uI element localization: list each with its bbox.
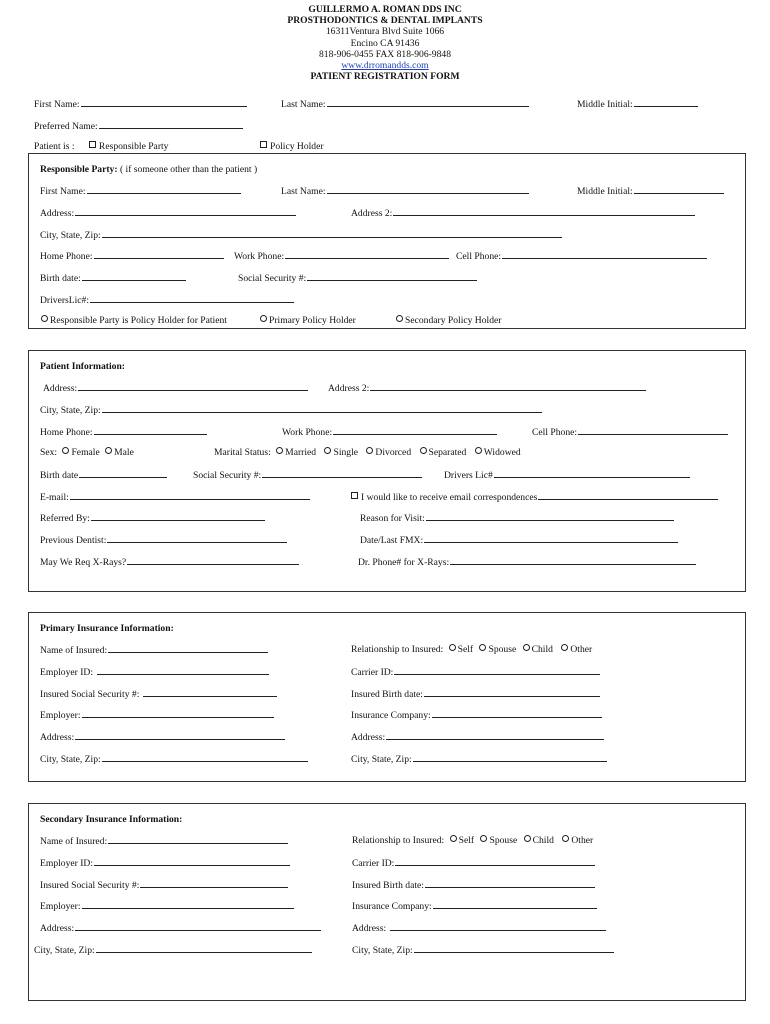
- pri-spouse-label: Spouse: [488, 644, 517, 655]
- pt-home-phone-label: Home Phone:: [40, 427, 93, 438]
- sec-self-radio[interactable]: [450, 835, 457, 842]
- male-radio[interactable]: [105, 447, 112, 454]
- pri-other-label: Other: [570, 644, 593, 655]
- pri-name-insured-label: Name of Insured:: [40, 645, 108, 656]
- pri-address-label: Address:: [40, 732, 75, 743]
- pt-sex-label: Sex:: [40, 447, 58, 458]
- last-name-field[interactable]: [281, 98, 529, 111]
- rp-first-name-label: First Name:: [40, 186, 86, 197]
- sec-city-state-zip-field[interactable]: [34, 944, 312, 957]
- pt-email-field[interactable]: [40, 491, 310, 504]
- pt-cell-phone-label: Cell Phone:: [532, 427, 578, 438]
- sec-other-label: Other: [571, 835, 594, 846]
- pri-carrier-address-label: Address:: [351, 732, 386, 743]
- rp-address2-field[interactable]: [351, 207, 695, 220]
- pt-address-field[interactable]: [43, 382, 308, 395]
- sec-employer-id-label: Employer ID:: [40, 858, 94, 869]
- sec-other-radio[interactable]: [562, 835, 569, 842]
- policy-holder-option: [256, 141, 324, 153]
- responsible-party-subtitle: ( if someone other than the patient ): [119, 164, 258, 175]
- pt-xrays-label: May We Req X-Rays?: [40, 557, 127, 568]
- female-radio[interactable]: [62, 447, 69, 454]
- pri-relationship-label: Relationship to Insured:: [351, 644, 444, 655]
- male-label: Male: [114, 447, 134, 458]
- pt-referred-by-field[interactable]: [40, 512, 265, 525]
- sec-carrier-city-label: City, State, Zip:: [352, 945, 413, 956]
- rp-cell-phone-label: Cell Phone:: [456, 251, 502, 262]
- rp-drivers-lic-field[interactable]: [40, 294, 294, 307]
- married-label: Married: [285, 447, 317, 458]
- sec-name-insured-field[interactable]: [40, 835, 288, 848]
- pt-birth-date-field[interactable]: [40, 469, 167, 482]
- patient-information-title: Patient Information:: [40, 361, 125, 372]
- pri-insurance-company-label: Insurance Company:: [351, 710, 431, 721]
- sec-insured-birth-label: Insured Birth date:: [352, 880, 424, 891]
- sec-insurance-company-label: Insurance Company:: [352, 901, 432, 912]
- pri-insured-ssn-label: Insured Social Security #:: [40, 689, 140, 700]
- divorced-label: Divorced: [375, 447, 412, 458]
- pri-insured-birth-label: Insured Birth date:: [351, 689, 423, 700]
- primary-insurance-title: Primary Insurance Information:: [40, 623, 174, 634]
- rp-primary-holder-label: Primary Policy Holder: [269, 315, 356, 326]
- last-name-label: Last Name:: [281, 99, 326, 110]
- pri-carrier-address-field[interactable]: [351, 731, 604, 744]
- pt-address-label: Address:: [43, 383, 78, 394]
- preferred-name-label: Preferred Name:: [34, 121, 98, 132]
- sec-address-label: Address:: [40, 923, 75, 934]
- middle-initial-label: Middle Initial:: [577, 99, 633, 110]
- form-header: [0, 4, 770, 82]
- middle-initial-field[interactable]: [577, 98, 698, 111]
- sec-child-radio[interactable]: [524, 835, 531, 842]
- pt-drivers-lic-label: Drivers Lic#: [444, 470, 493, 481]
- rp-cell-phone-field[interactable]: [456, 250, 707, 263]
- pt-address2-field[interactable]: [328, 382, 646, 395]
- rp-first-name-field[interactable]: [40, 185, 241, 198]
- rp-secondary-holder-radio[interactable]: [396, 315, 403, 322]
- pri-insured-ssn-field[interactable]: [40, 688, 277, 701]
- sec-insured-ssn-field[interactable]: [40, 879, 288, 892]
- pt-dr-phone-label: Dr. Phone# for X-Rays:: [358, 557, 450, 568]
- sec-carrier-address-field[interactable]: [352, 922, 606, 935]
- pt-referred-by-label: Referred By:: [40, 513, 90, 524]
- pt-previous-dentist-field[interactable]: [40, 534, 287, 547]
- sec-relationship-label: Relationship to Insured:: [352, 835, 445, 846]
- pt-previous-dentist-label: Previous Dentist:: [40, 535, 107, 546]
- pt-cell-phone-field[interactable]: [532, 426, 728, 439]
- sec-carrier-address-label: Address:: [352, 923, 387, 934]
- pri-self-label: Self: [457, 644, 474, 655]
- patient-is-label: Patient is :: [34, 141, 75, 152]
- pt-work-phone-label: Work Phone:: [282, 427, 333, 438]
- policy-holder-checkbox[interactable]: [260, 141, 267, 148]
- pri-city-label: City, State, Zip:: [40, 754, 101, 765]
- sec-insurance-company-field[interactable]: [352, 900, 597, 913]
- sec-carrier-city-state-zip-field[interactable]: [352, 944, 614, 957]
- pri-employer-id-label: Employer ID:: [40, 667, 94, 678]
- pri-insurance-company-field[interactable]: [351, 709, 602, 722]
- pt-city-state-zip-field[interactable]: [40, 404, 542, 417]
- divorced-radio[interactable]: [366, 447, 373, 454]
- sec-insured-birth-field[interactable]: [352, 879, 595, 892]
- rp-secondary-holder-label: Secondary Policy Holder: [405, 315, 502, 326]
- rp-city-label: City, State, Zip:: [40, 230, 101, 241]
- practice-specialty: PROSTHODONTICS & DENTAL IMPLANTS: [287, 15, 483, 27]
- sec-name-insured-label: Name of Insured:: [40, 836, 108, 847]
- sec-self-label: Self: [458, 835, 475, 846]
- pri-employer-id-field[interactable]: [40, 666, 269, 679]
- sec-employer-label: Employer:: [40, 901, 81, 912]
- widowed-label: Widowed: [483, 447, 521, 458]
- pri-carrier-id-label: Carrier ID:: [351, 667, 394, 678]
- rp-policy-holder-radio[interactable]: [41, 315, 48, 322]
- pri-employer-field[interactable]: [40, 709, 274, 722]
- sec-carrier-id-label: Carrier ID:: [352, 858, 395, 869]
- rp-ssn-field[interactable]: [238, 272, 477, 285]
- pri-relationship-row: [351, 644, 592, 656]
- pt-email-opt-in: [347, 491, 718, 504]
- pri-carrier-city-label: City, State, Zip:: [351, 754, 412, 765]
- rp-primary-holder-radio[interactable]: [260, 315, 267, 322]
- pt-ssn-label: Social Security #:: [193, 470, 262, 481]
- pri-self-radio[interactable]: [449, 644, 456, 651]
- rp-home-phone-label: Home Phone:: [40, 251, 93, 262]
- pri-carrier-city-state-zip-field[interactable]: [351, 753, 607, 766]
- form-title: PATIENT REGISTRATION FORM: [310, 71, 460, 83]
- pri-spouse-radio[interactable]: [479, 644, 486, 651]
- email-opt-in-label: I would like to receive email correspondences: [361, 492, 538, 503]
- practice-website-link[interactable]: www.drromandds.com: [341, 60, 429, 72]
- pri-employer-label: Employer:: [40, 710, 81, 721]
- rp-policy-option-1: [38, 315, 227, 327]
- policy-holder-option-label: Policy Holder: [270, 141, 324, 152]
- rp-address2-label: Address 2:: [351, 208, 393, 219]
- sec-spouse-radio[interactable]: [480, 835, 487, 842]
- rp-policy-option-3: [393, 315, 501, 327]
- rp-last-name-label: Last Name:: [281, 186, 326, 197]
- pt-drivers-lic-field[interactable]: [444, 469, 690, 482]
- preferred-name-field[interactable]: [34, 120, 243, 133]
- pri-name-insured-field[interactable]: [40, 644, 268, 657]
- pt-sex-row: [40, 447, 134, 459]
- first-name-label: First Name:: [34, 99, 80, 110]
- responsible-party-checkbox[interactable]: [89, 141, 96, 148]
- pri-address-field[interactable]: [40, 731, 285, 744]
- sec-child-label: Child: [532, 835, 554, 846]
- sec-employer-id-field[interactable]: [40, 857, 290, 870]
- sec-carrier-id-field[interactable]: [352, 857, 595, 870]
- pri-child-radio[interactable]: [523, 644, 530, 651]
- rp-work-phone-field[interactable]: [234, 250, 449, 263]
- responsible-party-title: Responsible Party:: [40, 164, 118, 175]
- rp-policy-option-2: [257, 315, 356, 327]
- pt-ssn-field[interactable]: [193, 469, 422, 482]
- rp-middle-initial-label: Middle Initial:: [577, 186, 633, 197]
- practice-name: GUILLERMO A. ROMAN DDS INC: [308, 4, 462, 15]
- pt-fmx-label: Date/Last FMX:: [360, 535, 424, 546]
- sec-employer-field[interactable]: [40, 900, 294, 913]
- practice-address-line2: Encino CA 91436: [350, 37, 420, 49]
- sec-insured-ssn-label: Insured Social Security #:: [40, 880, 140, 891]
- pt-reason-label: Reason for Visit:: [360, 513, 425, 524]
- pt-birth-date-label: Birth date: [40, 470, 79, 481]
- sec-city-label: City, State, Zip:: [34, 945, 95, 956]
- pt-address2-label: Address 2:: [328, 383, 370, 394]
- sec-address-field[interactable]: [40, 922, 321, 935]
- pri-other-radio[interactable]: [561, 644, 568, 651]
- responsible-party-option-label: Responsible Party: [98, 141, 169, 152]
- rp-birth-date-label: Birth date:: [40, 273, 81, 284]
- rp-work-phone-label: Work Phone:: [234, 251, 285, 262]
- pt-reason-field[interactable]: [360, 512, 674, 525]
- single-label: Single: [333, 447, 359, 458]
- responsible-party-heading: [40, 164, 257, 176]
- sec-relationship-row: [352, 835, 593, 847]
- separated-label: Separated: [428, 447, 467, 458]
- rp-last-name-field[interactable]: [281, 185, 529, 198]
- rp-home-phone-field[interactable]: [40, 250, 224, 263]
- pt-dr-phone-field[interactable]: [358, 556, 696, 569]
- pri-insured-birth-field[interactable]: [351, 688, 600, 701]
- marital-status-label: Marital Status:: [214, 447, 271, 458]
- first-name-field[interactable]: [34, 98, 247, 111]
- rp-address-label: Address:: [40, 208, 75, 219]
- practice-address-line1: 16311Ventura Blvd Suite 1066: [325, 26, 445, 38]
- secondary-insurance-title: Secondary Insurance Information:: [40, 814, 183, 825]
- rp-drivers-lic-label: DriversLic#:: [40, 295, 90, 306]
- email-opt-in-checkbox[interactable]: [351, 492, 358, 499]
- pri-carrier-id-field[interactable]: [351, 666, 600, 679]
- patient-is-row: [34, 141, 168, 153]
- pt-xrays-field[interactable]: [40, 556, 299, 569]
- rp-birth-date-field[interactable]: [40, 272, 186, 285]
- sec-spouse-label: Spouse: [489, 835, 518, 846]
- pt-work-phone-field[interactable]: [282, 426, 497, 439]
- separated-radio[interactable]: [420, 447, 427, 454]
- rp-ssn-label: Social Security #:: [238, 273, 307, 284]
- rp-address-field[interactable]: [40, 207, 296, 220]
- rp-city-state-zip-field[interactable]: [40, 229, 562, 242]
- pri-child-label: Child: [531, 644, 553, 655]
- practice-phones: 818-906-0455 FAX 818-906-9848: [319, 48, 451, 60]
- rp-middle-initial-field[interactable]: [577, 185, 724, 198]
- pt-email-label: E-mail:: [40, 492, 69, 503]
- married-radio[interactable]: [276, 447, 283, 454]
- pri-city-state-zip-field[interactable]: [40, 753, 308, 766]
- single-radio[interactable]: [324, 447, 331, 454]
- pt-fmx-field[interactable]: [360, 534, 678, 547]
- rp-policy-holder-label: Responsible Party is Policy Holder for Patient: [50, 315, 227, 326]
- female-label: Female: [71, 447, 100, 458]
- widowed-radio[interactable]: [475, 447, 482, 454]
- pt-city-label: City, State, Zip:: [40, 405, 101, 416]
- pt-home-phone-field[interactable]: [40, 426, 207, 439]
- pt-marital-row: [214, 447, 521, 459]
